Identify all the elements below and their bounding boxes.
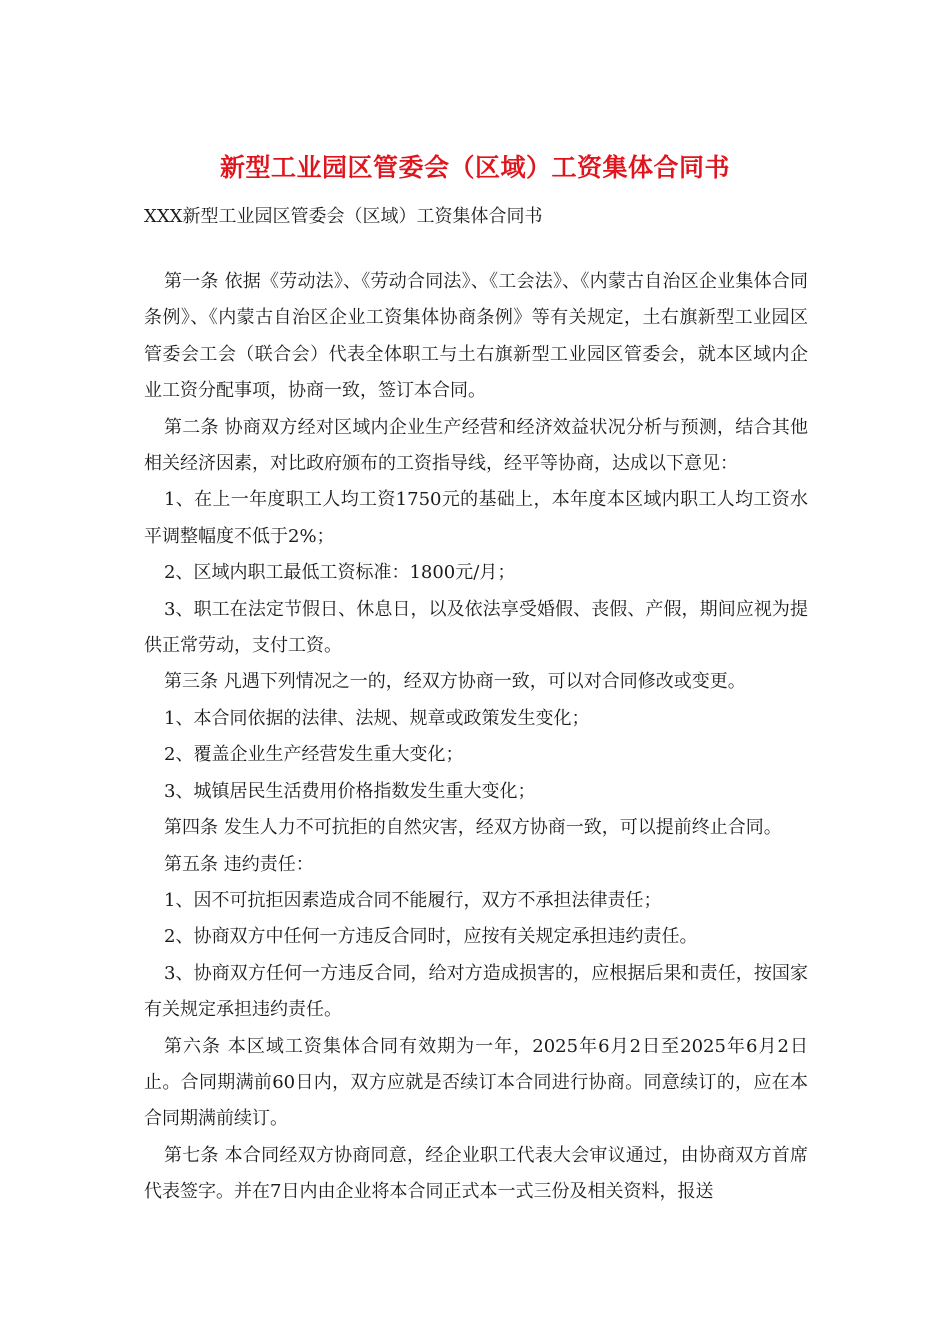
article-3-item-3: 3、城镇居民生活费用价格指数发生重大变化； (164, 780, 536, 802)
article-5-item-2: 2、协商双方中任何一方违反合同时，应按有关规定承担违约责任。 (164, 926, 698, 948)
article-2-item-3: 3、职工在法定节假日、休息日，以及依法享受婚假、丧假、产假，期间应视为提供正常劳动，支付工资。 (144, 598, 808, 657)
article-2-item-2: 2、区域内职工最低工资标准：1800元/月； (164, 562, 516, 584)
article-1: 第一条 依据《劳动法》、《劳动合同法》、《工会法》、《内蒙古自治区企业集体合同条例》、《内蒙古自治区企业工资集体协商条例》等有关规定，土右旗新型工业园区管委会工会（联合会）代表全体职工与土右旗新型工业园区管委会，就本区域内企业工资分配事项，协商一致，签订本合同。 (144, 271, 808, 402)
article-6: 第六条 本区域工资集体合同有效期为一年，2025年6月2日至2025年6月2日止。合同期满前60日内，双方应就是否续订本合同进行协商。同意续订的，应在本合同期满前续订。 (144, 1035, 808, 1130)
article-2: 第二条 协商双方经对区域内企业生产经营和经济效益状况分析与预测，结合其他相关经济因素，对比政府颁布的工资指导线，经平等协商，达成以下意见： (144, 416, 808, 475)
article-5: 第五条 违约责任： (164, 853, 314, 875)
article-3: 第三条 凡遇下列情况之一的，经双方协商一致，可以对合同修改或变更。 (164, 671, 746, 693)
article-4: 第四条 发生人力不可抗拒的自然灾害，经双方协商一致，可以提前终止合同。 (164, 817, 782, 839)
document-body (144, 264, 808, 1211)
article-3-item-1: 1、本合同依据的法律、法规、规章或政策发生变化； (164, 707, 590, 729)
article-7: 第七条 本合同经双方协商同意，经企业职工代表大会审议通过，由协商双方首席代表签字。并在7日内由企业将本合同正式本一式三份及相关资料，报送 (144, 1144, 808, 1203)
article-5-item-1: 1、因不可抗拒因素造成合同不能履行，双方不承担法律责任； (164, 889, 662, 911)
document-subtitle: XXX新型工业园区管委会（区域）工资集体合同书 (144, 206, 543, 227)
document-title: 新型工业园区管委会（区域）工资集体合同书 (219, 153, 730, 182)
article-5-item-3: 3、协商双方任何一方违反合同，给对方造成损害的，应根据后果和责任，按国家有关规定承担违约责任。 (144, 962, 808, 1021)
article-2-item-1: 1、在上一年度职工人均工资1750元的基础上，本年度本区域内职工人均工资水平调整幅度不低于2%； (144, 489, 808, 547)
article-3-item-2: 2、覆盖企业生产经营发生重大变化； (164, 744, 464, 766)
